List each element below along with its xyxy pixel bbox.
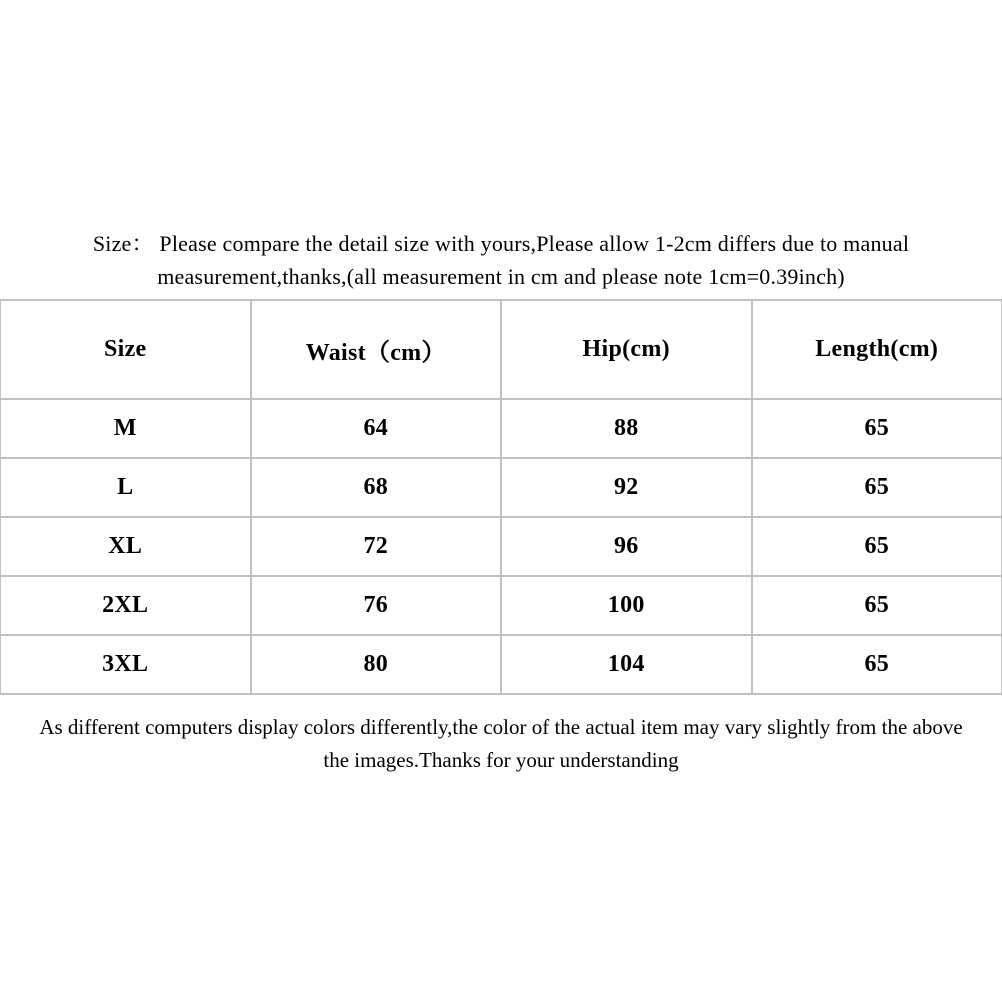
cell-length-3xl: 65	[752, 635, 1002, 694]
size-chart-table	[0, 299, 1002, 695]
table-row-l	[0, 458, 1002, 517]
color-disclaimer-line-1: As different computers display colors differently,the color of the actual item may vary slightly from the above	[39, 715, 963, 739]
table-row-2xl	[0, 576, 1002, 635]
size-chart-header-row	[0, 300, 1002, 399]
cell-length-xl: 65	[752, 517, 1002, 576]
size-instructions-line-2: measurement,thanks,(all measurement in cm and please note 1cm=0.39inch)	[157, 264, 845, 289]
cell-hip-3xl: 104	[501, 635, 752, 694]
cell-hip-2xl: 100	[501, 576, 752, 635]
table-row-xl	[0, 517, 1002, 576]
cell-length-2xl: 65	[752, 576, 1002, 635]
cell-waist-xl: 72	[251, 517, 502, 576]
header-hip: Hip(cm)	[501, 300, 752, 399]
size-instructions-line-1: Size： Please compare the detail size with yours,Please allow 1-2cm differs due to manual	[92, 231, 910, 256]
size-instructions-note	[0, 227, 1002, 293]
header-size: Size	[0, 300, 251, 399]
cell-size-xl: XL	[0, 517, 251, 576]
cell-length-l: 65	[752, 458, 1002, 517]
color-disclaimer-note	[0, 711, 1002, 777]
cell-size-l: L	[0, 458, 251, 517]
header-length: Length(cm)	[752, 300, 1002, 399]
cell-waist-l: 68	[251, 458, 502, 517]
cell-size-m: M	[0, 399, 251, 458]
cell-waist-m: 64	[251, 399, 502, 458]
table-row-m	[0, 399, 1002, 458]
cell-waist-3xl: 80	[251, 635, 502, 694]
color-disclaimer-line-2: the images.Thanks for your understanding	[323, 748, 679, 772]
cell-hip-xl: 96	[501, 517, 752, 576]
cell-hip-l: 92	[501, 458, 752, 517]
table-row-3xl	[0, 635, 1002, 694]
cell-waist-2xl: 76	[251, 576, 502, 635]
cell-size-2xl: 2XL	[0, 576, 251, 635]
cell-length-m: 65	[752, 399, 1002, 458]
cell-size-3xl: 3XL	[0, 635, 251, 694]
header-waist: Waist（cm）	[251, 300, 502, 399]
cell-hip-m: 88	[501, 399, 752, 458]
